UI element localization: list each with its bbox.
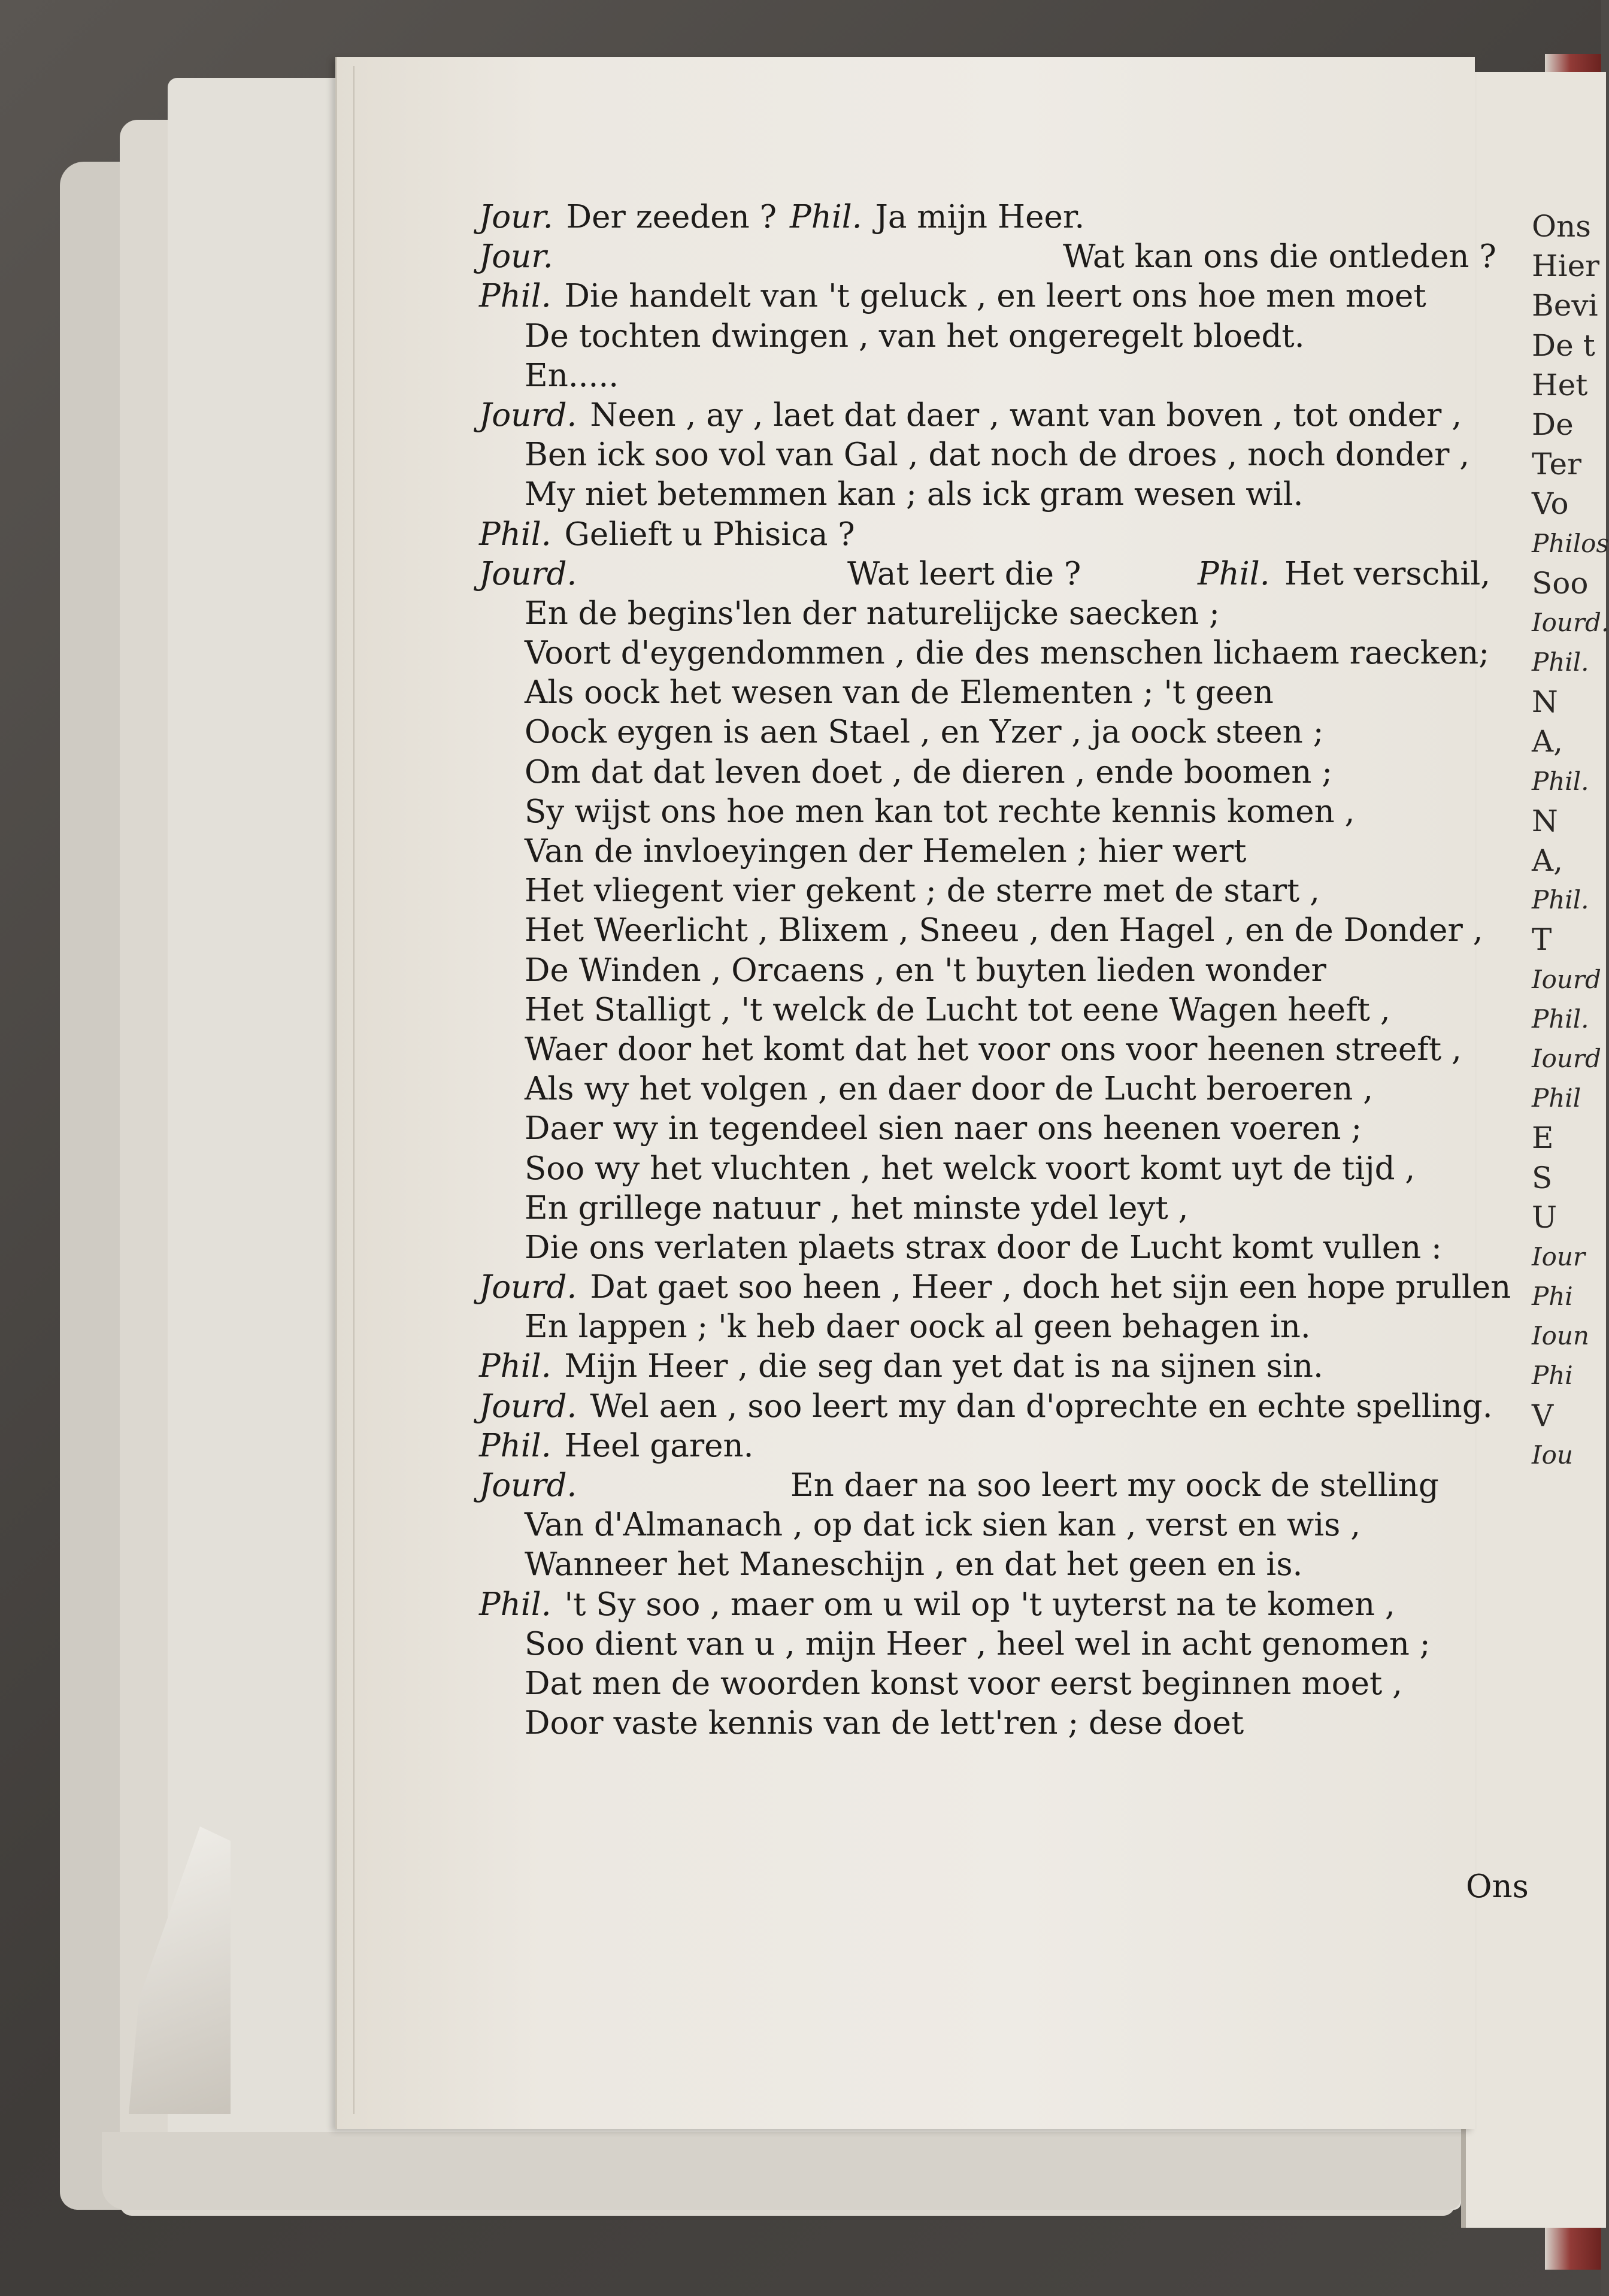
- verse-text: Voort d'eygendommen , die des menschen lichaem raecken;: [525, 635, 1490, 672]
- verse-text: De Winden , Orcaens , en 't buyten lieden wonder: [525, 952, 1326, 989]
- speaker-label: Phil.: [1198, 555, 1270, 592]
- verse-text: Door vaste kennis van de lett'ren ; dese doet: [525, 1705, 1244, 1742]
- verse-text: Gelieft u Phisica ?: [564, 516, 855, 553]
- speaker-label: Phil.: [479, 278, 552, 315]
- page-text: [479, 198, 1509, 1743]
- text-line: [479, 951, 1509, 991]
- facing-page-line: Phil.: [1532, 1004, 1589, 1034]
- text-line: [479, 198, 1509, 237]
- speaker-label: Jourd.: [479, 555, 577, 592]
- facing-page-line: Phil: [1532, 1083, 1581, 1113]
- facing-page-line: Phil.: [1532, 885, 1589, 915]
- text-line: [479, 871, 1509, 911]
- text-line: [479, 713, 1509, 752]
- text-line: [479, 1307, 1509, 1347]
- facing-page-line: Iou: [1532, 1440, 1573, 1470]
- text-line: [479, 1625, 1509, 1664]
- text-line: [479, 753, 1509, 792]
- speaker-label: Jourd.: [479, 1388, 577, 1425]
- verse-text: Als wy het volgen , en daer door de Lucht beroeren ,: [525, 1071, 1374, 1108]
- facing-page-line: Iour: [1532, 1241, 1586, 1271]
- text-line: [479, 277, 1509, 316]
- speaker-label: Jour.: [479, 199, 553, 235]
- verse-text: Het vliegent vier gekent ; de sterre met de start ,: [525, 873, 1320, 910]
- verse-text: Die handelt van 't geluck , en leert ons hoe men moet: [564, 278, 1426, 315]
- speaker-label: Jourd.: [479, 396, 577, 434]
- verse-text: Neen , ay , laet dat daer , want van boven , tot onder ,: [590, 396, 1462, 434]
- facing-page-line: A,: [1532, 724, 1563, 759]
- text-line: [479, 1109, 1509, 1149]
- facing-page-line: Phil.: [1532, 766, 1589, 796]
- verse-text: Die ons verlaten plaets strax door de Lucht komt vullen :: [525, 1229, 1442, 1266]
- speaker-label: Phil.: [479, 1586, 552, 1623]
- facing-page-line: Phil.: [1532, 647, 1589, 677]
- verse-text: Dat men de woorden konst voor eerst beginnen moet ,: [525, 1665, 1402, 1702]
- verse-text: Soo wy het vluchten , het welck voort komt uyt de tijd ,: [525, 1150, 1416, 1187]
- verse-text: Waer door het komt dat het voor ons voor heenen streeft ,: [525, 1031, 1462, 1068]
- facing-page-line: V: [1532, 1398, 1554, 1433]
- facing-page-line: Philos: [1532, 528, 1609, 558]
- verse-text: Het Weerlicht , Blixem , Sneeu , den Hagel , en de Donder ,: [525, 912, 1483, 949]
- text-line: [479, 555, 1509, 594]
- verse-text: En grillege natuur , het minste ydel leyt ,: [525, 1189, 1189, 1226]
- text-line: [479, 911, 1509, 950]
- text-line: [479, 237, 1509, 277]
- verse-text: Wanneer het Maneschijn , en dat het geen en is.: [525, 1546, 1303, 1583]
- speaker-label: Phil.: [479, 1348, 552, 1385]
- text-line: [479, 1506, 1509, 1545]
- facing-page-line: Bevi: [1532, 288, 1598, 323]
- text-line: [479, 594, 1509, 634]
- facing-page-line: Ioun: [1532, 1321, 1589, 1351]
- text-line: [479, 317, 1509, 356]
- facing-page-line: E: [1532, 1120, 1554, 1156]
- text-line: [479, 634, 1509, 673]
- speaker-label: Phil.: [479, 1427, 552, 1464]
- text-line: [479, 396, 1509, 435]
- text-line: [479, 991, 1509, 1030]
- verse-text: Dat gaet soo heen , Heer , doch het sijn een hope prullen: [590, 1269, 1511, 1306]
- page-bottom-edge: [102, 2132, 1461, 2210]
- verse-text: Wat kan ons die ontleden ?: [1063, 238, 1496, 275]
- verse-text: Soo dient van u , mijn Heer , heel wel in acht genomen ;: [525, 1625, 1431, 1662]
- verse-text: Van de invloeyingen der Hemelen ; hier wert: [525, 833, 1247, 870]
- text-line: [479, 792, 1509, 832]
- verse-text: Om dat dat leven doet , de dieren , ende boomen ;: [525, 753, 1333, 790]
- verse-text: Het verschil,: [1284, 555, 1491, 592]
- facing-page-line: Iourd: [1532, 964, 1601, 994]
- facing-page-line: Iourd: [1532, 1043, 1601, 1073]
- facing-page-line: Iourd.: [1532, 607, 1609, 637]
- verse-text: Wat leert die ?: [847, 555, 1081, 592]
- facing-page-line: N: [1532, 803, 1558, 838]
- verse-text: En de begins'len der naturelijcke saecken ;: [525, 595, 1220, 632]
- page-fold: [353, 66, 354, 2114]
- verse-text: Mijn Heer , die seg dan yet dat is na sijnen sin.: [564, 1348, 1323, 1385]
- text-line: [479, 1426, 1509, 1466]
- text-line: [479, 1466, 1509, 1506]
- speaker-label: Jourd.: [479, 1467, 577, 1504]
- facing-page-line: Vo: [1532, 486, 1569, 522]
- text-line: [479, 832, 1509, 871]
- verse-text: Wel aen , soo leert my dan d'oprechte en echte spelling.: [590, 1388, 1493, 1425]
- facing-page-line: Phi: [1532, 1361, 1573, 1391]
- verse-text: Der zeeden ?: [566, 199, 777, 235]
- verse-text: Als oock het wesen van de Elementen ; 't geen: [525, 674, 1274, 711]
- speaker-label: Jourd.: [479, 1269, 577, 1306]
- speaker-label: Jour.: [479, 238, 553, 275]
- text-line: [479, 1189, 1509, 1228]
- text-line: [479, 475, 1509, 514]
- text-line: [479, 1704, 1509, 1743]
- facing-page-line: Soo: [1532, 565, 1589, 601]
- text-line: [479, 1228, 1509, 1268]
- text-line: [479, 515, 1509, 555]
- facing-page-line: Hier: [1532, 249, 1600, 284]
- facing-page-line: N: [1532, 684, 1558, 720]
- facing-page-line: T: [1532, 922, 1552, 958]
- facing-page-line: Ons: [1532, 209, 1591, 244]
- verse-text: Ja mijn Heer.: [875, 199, 1085, 235]
- facing-page-line: Ter: [1532, 447, 1581, 482]
- speaker-label: Phil.: [479, 516, 552, 553]
- text-line: [479, 435, 1509, 475]
- catchword: Ons: [1466, 1868, 1529, 1905]
- verse-text: En lappen ; 'k heb daer oock al geen behagen in.: [525, 1308, 1311, 1346]
- facing-page-line: U: [1532, 1200, 1558, 1235]
- verse-text: 't Sy soo , maer om u wil op 't uyterst na te komen ,: [564, 1586, 1395, 1623]
- verse-text: Oock eygen is aen Stael , en Yzer , ja oock steen ;: [525, 714, 1324, 751]
- verse-text: Ben ick soo vol van Gal , dat noch de droes , noch donder ,: [525, 437, 1470, 474]
- text-line: [479, 1585, 1509, 1625]
- speaker-label: Phil.: [790, 199, 862, 235]
- facing-page-line: Het: [1532, 367, 1588, 402]
- text-line: [479, 673, 1509, 713]
- facing-page-line: S: [1532, 1160, 1553, 1195]
- verse-text: Het Stalligt , 't welck de Lucht tot eene Wagen heeft ,: [525, 991, 1390, 1028]
- verse-text: En.....: [525, 357, 619, 394]
- verse-text: My niet betemmen kan ; als ick gram wesen wil.: [525, 476, 1304, 513]
- text-line: [479, 1545, 1509, 1585]
- verse-text: Heel garen.: [564, 1427, 754, 1464]
- text-line: [479, 1664, 1509, 1704]
- text-line: [479, 1387, 1509, 1426]
- text-line: [479, 1030, 1509, 1070]
- facing-page-line: De t: [1532, 328, 1595, 363]
- verse-text: De tochten dwingen , van het ongeregelt bloedt.: [525, 317, 1305, 355]
- facing-page-text: [1532, 207, 1609, 1475]
- verse-text: Sy wijst ons hoe men kan tot rechte kennis komen ,: [525, 793, 1355, 830]
- facing-page-line: A,: [1532, 843, 1563, 878]
- text-line: [479, 356, 1509, 396]
- text-line: [479, 1268, 1509, 1307]
- facing-page-line: Phi: [1532, 1282, 1573, 1311]
- facing-page-line: De: [1532, 407, 1574, 442]
- text-line: [479, 1070, 1509, 1109]
- text-line: [479, 1149, 1509, 1189]
- text-line: [479, 1347, 1509, 1386]
- verse-text: En daer na soo leert my oock de stelling: [790, 1467, 1439, 1504]
- verse-text: Van d'Almanach , op dat ick sien kan , verst en wis ,: [525, 1507, 1361, 1544]
- verse-text: Daer wy in tegendeel sien naer ons heenen voeren ;: [525, 1110, 1362, 1147]
